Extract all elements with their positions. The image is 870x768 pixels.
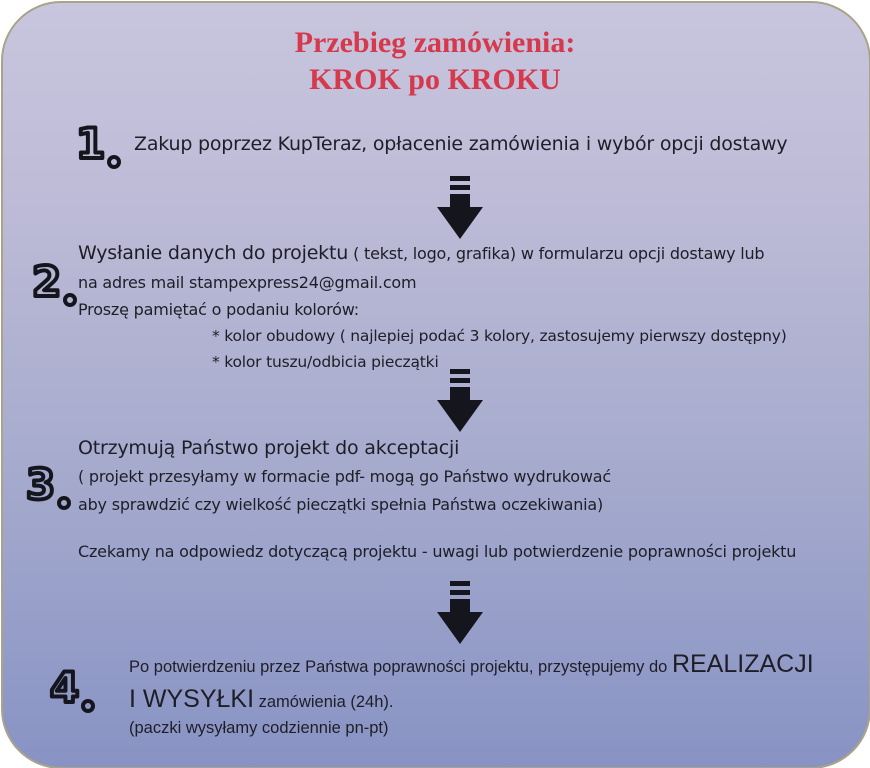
step1-number [72, 114, 128, 172]
arrow-dash [450, 176, 470, 181]
arrow-shaft [450, 387, 470, 400]
step4-wysylki-emphasis: I WYSYŁKI [129, 685, 255, 713]
step1-text: Zakup poprzez KupTeraz, opłacenie zamówienia i wybór opcji dostawy [134, 133, 788, 155]
arrow-dash [450, 590, 470, 595]
arrow-dash [450, 581, 470, 586]
step2-number-glyph: 2 [32, 257, 62, 306]
step4-line1 [129, 649, 814, 680]
step3-heading: Otrzymują Państwo projekt do akceptacji [78, 437, 460, 459]
step2-heading: Wysłanie danych do projektu [78, 242, 349, 264]
down-arrow-icon [437, 369, 483, 432]
step2-number [28, 252, 84, 310]
step4-realizacji-emphasis: REALIZACJI [671, 650, 814, 678]
step3-waiting-note: Czekamy na odpowiedz dotyczącą projektu - uwagi lub potwierdzenie poprawności projektu [78, 542, 797, 561]
step2-colors-line: Proszę pamiętać o podaniu kolorów: [78, 300, 359, 319]
arrow-dash [450, 378, 470, 383]
step4-shipping-note: (paczki wysyłamy codziennie pn-pt) [129, 719, 389, 737]
step2-number-dot [65, 295, 75, 305]
step2-bullet-case-color: * kolor obudowy ( najlepiej podać 3 kolory, zastosujemy pierwszy dostępny) [212, 327, 787, 345]
down-arrow-icon [437, 176, 483, 239]
page-title [0, 24, 870, 98]
step4-number [46, 658, 102, 716]
arrow-head [437, 207, 483, 239]
step1-number-glyph: 1 [76, 119, 106, 168]
step3-number [22, 455, 78, 513]
down-arrow-icon [437, 581, 483, 644]
step3-number-dot [59, 498, 69, 508]
title-line2: KROK po KROKU [309, 63, 561, 96]
arrow-shaft [450, 599, 470, 612]
arrow-shaft [450, 194, 470, 207]
step3-number-glyph: 3 [26, 460, 56, 509]
title-line1: Przebieg zamówienia: [294, 26, 576, 59]
step2-bullet-ink-color: * kolor tuszu/odbicia pieczątki [212, 353, 439, 371]
arrow-dash [450, 185, 470, 190]
step3-line2: ( projekt przesyłamy w formacie pdf- mogą go Państwo wydrukować [78, 467, 611, 486]
step2-email-line: na adres mail stampexpress24@gmail.com [78, 273, 417, 292]
step1-number-dot [109, 157, 119, 167]
step3-line3: aby sprawdzić czy wielkość pieczątki spełnia Państwa oczekiwania) [78, 495, 604, 514]
step2-heading-suffix: ( tekst, logo, grafika) w formularzu opcji dostawy lub [353, 244, 765, 263]
step4-number-glyph: 4 [50, 663, 80, 712]
arrow-dash [450, 369, 470, 374]
step4-number-dot [83, 701, 93, 711]
arrow-head [437, 400, 483, 432]
step4-line2-text: zamówienia (24h). [254, 693, 394, 711]
arrow-head [437, 612, 483, 644]
step2-heading-line [78, 242, 764, 266]
step4-line2 [129, 684, 393, 715]
step4-line1-text: Po potwierdzeniu przez Państwa poprawności projektu, przystępujemy do [129, 658, 672, 676]
